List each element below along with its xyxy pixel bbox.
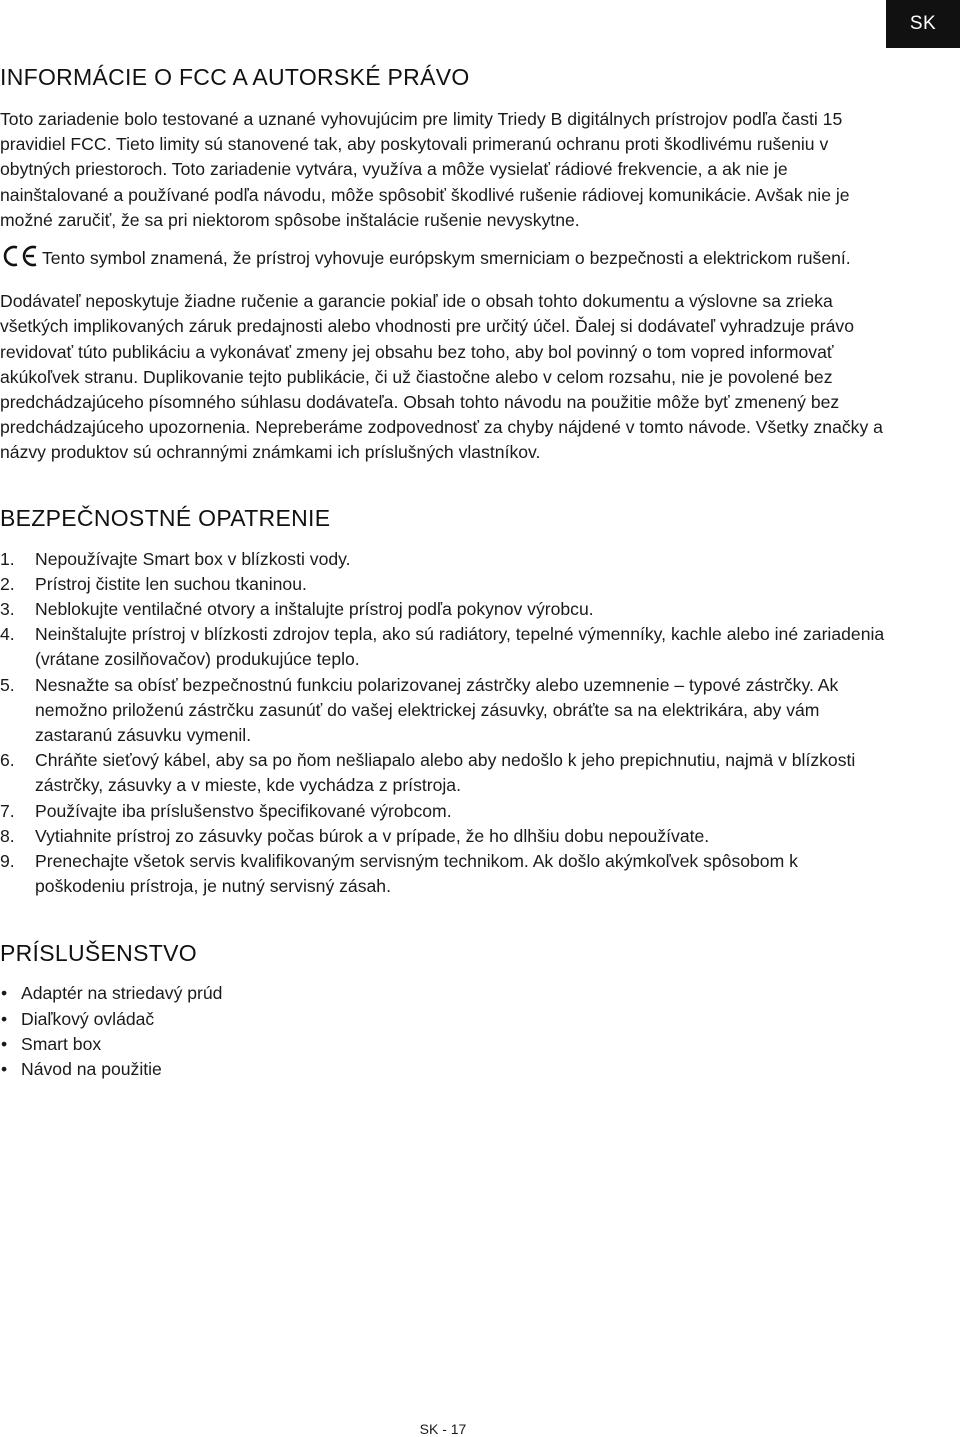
list-item <box>0 547 890 572</box>
bullet-icon: • <box>1 983 8 1004</box>
item-text: Nepoužívajte Smart box v blízkosti vody. <box>35 548 351 569</box>
accessories-list <box>0 981 890 1082</box>
safety-heading: BEZPEČNOSTNÉ OPATRENIE <box>0 504 331 531</box>
item-text: Nesnažte sa obísť bezpečnostnú funkciu polarizovanej zástrčky alebo uzemnenie – typové zástrčky. Ak nemožno priloženú zástrčku zasunúť do vašej elektrickej zásuvky, obráťte sa na elektrikára, aby vám zastaranú zásuvku vymenil. <box>35 674 839 746</box>
item-number: 8. <box>0 825 15 846</box>
bullet-icon: • <box>1 1059 8 1080</box>
list-item <box>0 824 890 849</box>
item-number: 6. <box>0 750 15 771</box>
language-tab: SK <box>886 0 960 48</box>
safety-section <box>0 505 890 900</box>
list-item <box>0 1057 890 1082</box>
item-number: 5. <box>0 674 15 695</box>
list-item <box>0 799 890 824</box>
item-text: Neinštalujte prístroj v blízkosti zdrojov tepla, ako sú radiátory, tepelné výmenníky, kachle alebo iné zariadenia (vrátane zosilňovačov) produkujúce teplo. <box>35 624 885 670</box>
bullet-icon: • <box>1 1008 8 1029</box>
fcc-heading: INFORMÁCIE O FCC A AUTORSKÉ PRÁVO <box>0 64 470 90</box>
item-text: Používajte iba príslušenstvo špecifikované výrobcom. <box>35 800 452 821</box>
list-item <box>0 622 890 672</box>
item-number: 2. <box>0 573 15 594</box>
item-text: Vytiahnite prístroj zo zásuvky počas búrok a v prípade, že ho dlhšiu dobu nepoužívate. <box>35 825 710 846</box>
safety-list <box>0 547 890 900</box>
item-text: Chráňte sieťový kábel, aby sa po ňom nešliapalo alebo aby nedošlo k jeho prepichnutiu, najmä v blízkosti zástrčky, zásuvky a v mieste, kde vychádza z prístroja. <box>35 750 856 796</box>
item-text: Prístroj čistite len suchou tkaninou. <box>35 573 307 594</box>
ce-mark-icon <box>0 245 40 274</box>
item-text: Neblokujte ventilačné otvory a inštalujte prístroj podľa pokynov výrobcu. <box>35 599 594 620</box>
item-number: 7. <box>0 800 15 821</box>
item-number: 3. <box>0 599 15 620</box>
list-item <box>0 981 890 1006</box>
list-item <box>0 849 890 899</box>
item-text: Adaptér na striedavý prúd <box>21 983 223 1004</box>
list-item <box>0 572 890 597</box>
list-item <box>0 1032 890 1057</box>
item-text: Návod na použitie <box>21 1059 162 1080</box>
item-text: Prenechajte všetok servis kvalifikovaným servisným technikom. Ak došlo akýmkoľvek spôsobom k poškodeniu prístroja, je nutný servisný zásah. <box>35 851 798 897</box>
ce-text: Tento symbol znamená, že prístroj vyhovuje európskym smerniciam o bezpečnosti a elektrickom rušení. <box>42 248 851 269</box>
disclaimer-paragraph: Dodávateľ neposkytuje žiadne ručenie a garancie pokiaľ ide o obsah tohto dokumentu a výslovne sa zrieka všetkých implikovaných záruk predajnosti alebo vhodnosti pre určitý účel. Ďalej si dodávateľ vyhradzuje právo revidovať túto publikáciu a vykonávať zmeny jej obsahu bez toho, aby bol povinný o tom vopred informovať akúkoľvek stranu. Duplikovanie tejto publikácie, či už čiastočne alebo v celom rozsahu, nie je povolené bez predchádzajúceho písomného súhlasu dodávateľa. Obsah tohto návodu na použitie môže byť zmenený bez predchádzajúceho upozornenia. Nepreberáme zodpovednosť za chyby nájdené v tomto návode. Všetky značky a názvy produktov sú ochrannými známkami ich príslušných vlastníkov. <box>0 291 883 463</box>
bullet-icon: • <box>1 1033 8 1054</box>
item-number: 4. <box>0 624 15 645</box>
page-number: SK - 17 <box>419 1421 467 1437</box>
list-item <box>0 597 890 622</box>
accessories-section <box>0 940 890 1082</box>
list-item <box>0 1007 890 1032</box>
item-number: 9. <box>0 851 15 872</box>
fcc-section <box>0 64 890 466</box>
document-body <box>0 64 890 1082</box>
list-item <box>0 673 890 749</box>
item-number: 1. <box>0 548 15 569</box>
accessories-heading: PRÍSLUŠENSTVO <box>0 940 197 967</box>
ce-statement <box>0 245 890 274</box>
fcc-paragraph: Toto zariadenie bolo testované a uznané vyhovujúcim pre limity Triedy B digitálnych prístrojov podľa časti 15 pravidiel FCC. Tieto limity sú stanovené tak, aby poskytovali primeranú ochranu proti škodlivému rušeniu v obytných priestoroch. Toto zariadenie vytvára, využíva a môže vysielať rádiové frekvencie, a ak nie je nainštalované a používané podľa návodu, môže spôsobiť škodlivé rušenie rádiovej komunikácie. Avšak nie je možné zaručiť, že sa pri niektorom spôsobe inštalácie rušenie nevyskytne. <box>0 109 850 230</box>
item-text: Smart box <box>21 1033 102 1054</box>
list-item <box>0 748 890 798</box>
item-text: Diaľkový ovládač <box>21 1008 155 1029</box>
